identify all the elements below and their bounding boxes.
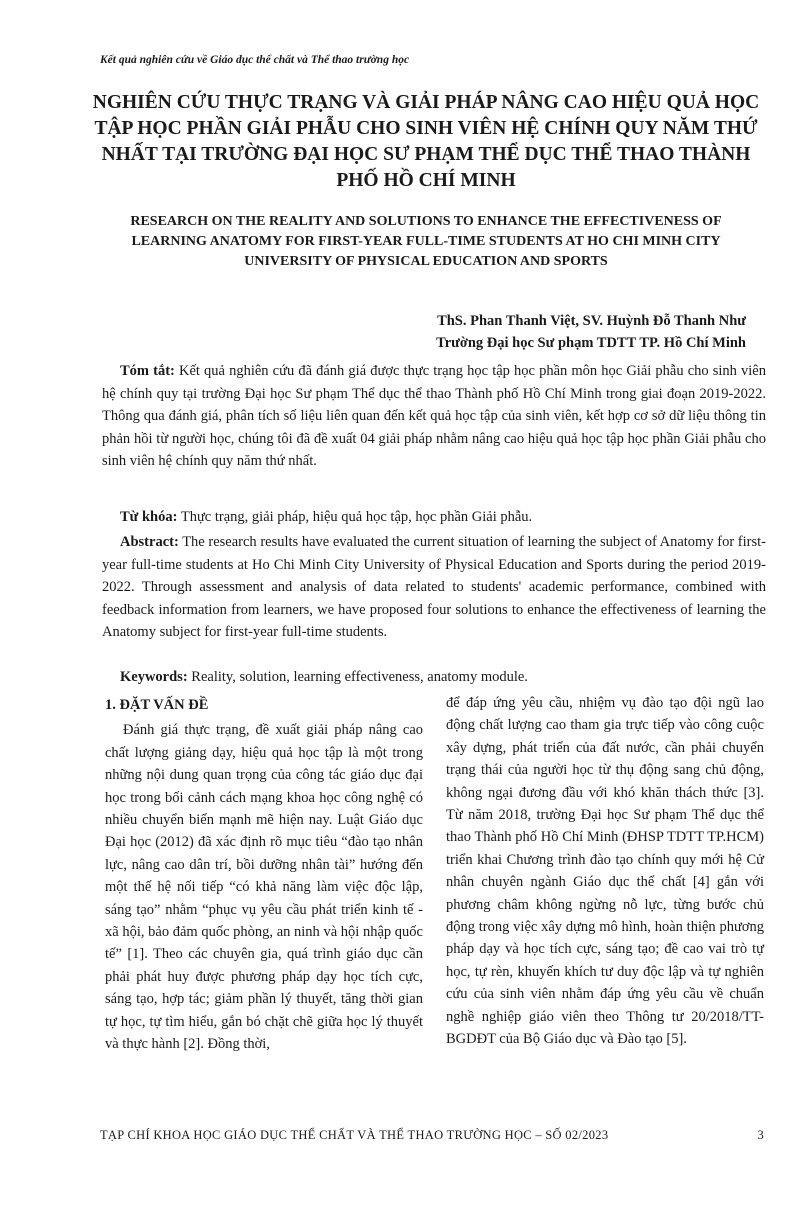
keywords-english — [102, 666, 766, 689]
title-vietnamese: NGHIÊN CỨU THỰC TRẠNG VÀ GIẢI PHÁP NÂNG CAO HIỆU QUẢ HỌC TẬP HỌC PHẦN GIẢI PHẪU CHO SINH VIÊN HỆ CHÍNH QUY NĂM THỨ NHẤT TẠI TRƯỜNG ĐẠI HỌC SƯ PHẠM THỂ DỤC THỂ THAO THÀNH PHỐ HỒ CHÍ MINH — [92, 92, 760, 191]
affiliation: Trường Đại học Sư phạm TDTT TP. Hồ Chí Minh — [436, 335, 746, 351]
title-english: RESEARCH ON THE REALITY AND SOLUTIONS TO ENHANCE THE EFFECTIVENESS OF LEARNING ANATOMY FOR FIRST-YEAR FULL-TIME STUDENTS AT HO CHI MINH CITY UNIVERSITY OF PHYSICAL EDUCATION AND SPORTS — [130, 214, 722, 269]
left-column — [105, 694, 423, 1056]
keywords-vn-text: Thực trạng, giải pháp, hiệu quả học tập, học phần Giải phẫu. — [180, 509, 533, 525]
abstract-vietnamese — [102, 360, 766, 473]
section-heading: 1. ĐẶT VẤN ĐỀ — [105, 697, 209, 713]
abstract-vn-label: Tóm tắt: — [120, 363, 175, 379]
keywords-en-label: Keywords: — [120, 669, 188, 685]
abstract-english — [102, 531, 766, 644]
keywords-vietnamese — [102, 506, 766, 529]
right-column-paragraph: để đáp ứng yêu cầu, nhiệm vụ đào tạo đội ngũ lao động chất lượng cao tham gia trực tiếp vào công cuộc xây dựng, phát triển của đất nước, cần phải chuyển trạng thái của người học từ thụ động sang chủ động, không ngại đương đầu với khó khăn thách thức [3]. Từ năm 2018, trường Đại học Sư phạm Thể dục thể thao Thành phố Hồ Chí Minh (ĐHSP TDTT TP.HCM) triển khai Chương trình đào tạo chính quy mới hệ Cử nhân chuyên ngành Giáo dục thể chất [4] gắn với phương châm không ngừng nỗ lực, từng bước chủ động trong việc xây dựng mô hình, hoàn thiện phương pháp dạy và học tích cực, sáng tạo; đề cao vai trò tự học, tự rèn, khuyến khích tư duy độc lập và tự nghiên cứu của sinh viên nhằm đáp ứng yêu cầu về chuẩn nghề nghiệp giáo viên theo Thông tư 20/2018/TT-BGDĐT của Bộ Giáo dục và Đào tạo [5]. — [446, 695, 764, 1048]
authors: ThS. Phan Thanh Việt, SV. Huỳnh Đỗ Thanh Như — [437, 313, 746, 329]
right-column — [446, 692, 764, 1051]
abstract-en-text: The research results have evaluated the current situation of learning the subject of Anatomy for first-year full-time students at Ho Chi Minh City University of Physical Education and Sports during the period 2019-2022. Through assessment and analysis of data related to students' academic performance, combined with feedback information from learners, we have proposed four solutions to enhance the effectiveness of learning the Anatomy subject for first-year full-time students. — [102, 534, 766, 640]
left-column-paragraph: Đánh giá thực trạng, đề xuất giải pháp nâng cao chất lượng giảng dạy, hiệu quả học tập là một trong những nội dung quan trọng của công tác giáo dục đại học trong bối cảnh cách mạng khoa học công nghệ có nhiều chuyển biến mạnh mẽ hiện nay. Luật Giáo dục Đại học (2012) đã xác định rõ mục tiêu “đào tạo nhân lực, nâng cao dân trí, bồi dưỡng nhân tài” hướng đến một thế hệ nối tiếp “có khả năng làm việc độc lập, sáng tạo” nhằm “phục vụ yêu cầu phát triển kinh tế - xã hội, bảo đảm quốc phòng, an ninh và hội nhập quốc tế” [1]. Theo các chuyên gia, quá trình giáo dục cần phải phát huy được phương pháp dạy học tích cực, sáng tạo, hợp tác; giảm phần lý thuyết, tăng thời gian tự học, tự tìm hiểu, gắn bó chặt chẽ giữa học lý thuyết và thực hành [2]. Đồng thời, — [105, 722, 423, 1053]
author-block — [436, 310, 746, 354]
keywords-en-text: Reality, solution, learning effectiveness, anatomy module. — [191, 669, 528, 685]
keywords-vn-label: Từ khóa: — [120, 509, 178, 525]
abstract-en-label: Abstract: — [120, 534, 179, 550]
page-number: 3 — [757, 1128, 764, 1142]
running-head: Kết quả nghiên cứu về Giáo dục thể chất và Thể thao trường học — [100, 54, 410, 66]
abstract-vn-text: Kết quả nghiên cứu đã đánh giá được thực trạng học tập học phần môn học Giải phẫu cho sinh viên hệ chính quy tại trường Đại học Sư phạm Thể dục thể thao Thành phố Hồ Chí Minh trong giai đoạn 2019-2022. Thông qua đánh giá, phân tích số liệu liên quan đến kết quả học tập của sinh viên, kết hợp cơ sở dữ liệu thông tin phản hồi từ người học, chúng tôi đã đề xuất 04 giải pháp nhằm nâng cao hiệu quả học tập học phần Giải phẫu cho sinh viên hệ chính quy năm thứ nhất. — [102, 363, 766, 469]
footer-journal: TẠP CHÍ KHOA HỌC GIÁO DỤC THỂ CHẤT VÀ THỂ THAO TRƯỜNG HỌC – SỐ 02/2023 — [100, 1128, 609, 1142]
